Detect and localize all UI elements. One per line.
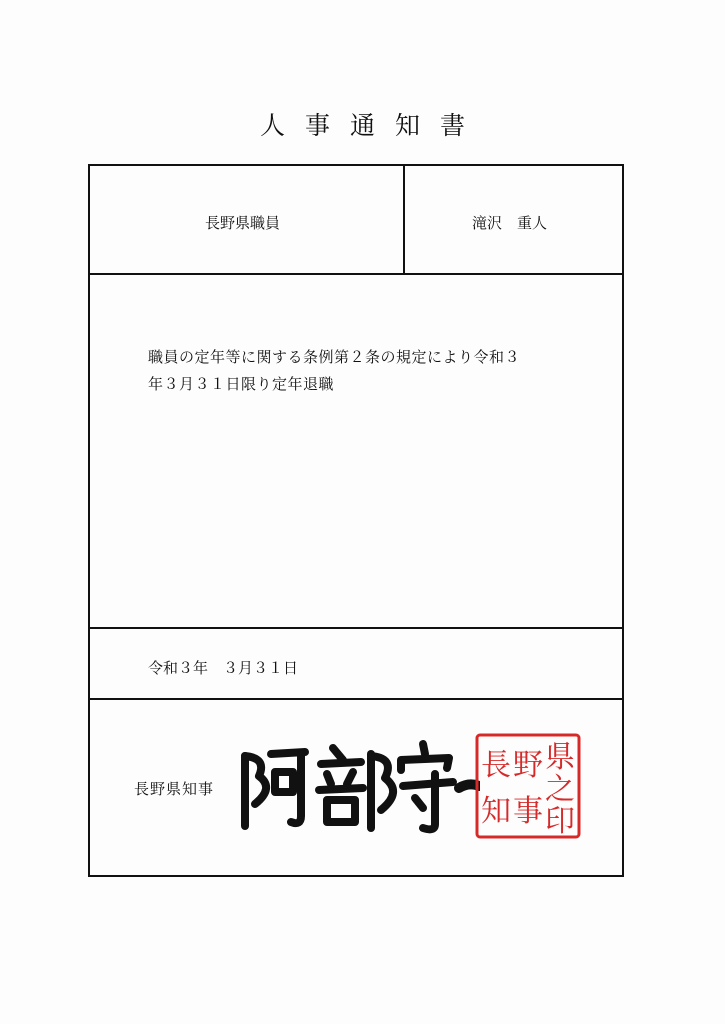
governor-signature bbox=[235, 736, 480, 836]
notice-body-line-1: 職員の定年等に関する条例第２条の規定により令和３ bbox=[148, 348, 521, 366]
header-column-divider bbox=[403, 166, 405, 274]
svg-text:之: 之 bbox=[545, 772, 575, 807]
header-divider bbox=[90, 273, 622, 275]
date-divider bbox=[90, 698, 622, 700]
recipient-name: 滝沢 重人 bbox=[472, 214, 548, 232]
svg-text:印: 印 bbox=[545, 804, 575, 839]
svg-text:野: 野 bbox=[513, 748, 543, 783]
svg-text:長: 長 bbox=[481, 748, 511, 783]
issue-date: 令和３年 ３月３１日 bbox=[148, 659, 299, 677]
notice-body bbox=[148, 344, 588, 398]
svg-text:知: 知 bbox=[481, 794, 511, 829]
document-title: 人事通知書 bbox=[259, 111, 485, 140]
issuer-title: 長野県知事 bbox=[134, 780, 215, 798]
svg-text:事: 事 bbox=[513, 794, 543, 829]
svg-text:県: 県 bbox=[545, 740, 575, 775]
recipient-affiliation: 長野県職員 bbox=[205, 214, 281, 232]
notice-frame bbox=[88, 164, 624, 877]
notice-body-line-2: 年３月３１日限り定年退職 bbox=[148, 375, 335, 393]
official-seal bbox=[473, 731, 583, 841]
body-divider bbox=[90, 627, 622, 629]
